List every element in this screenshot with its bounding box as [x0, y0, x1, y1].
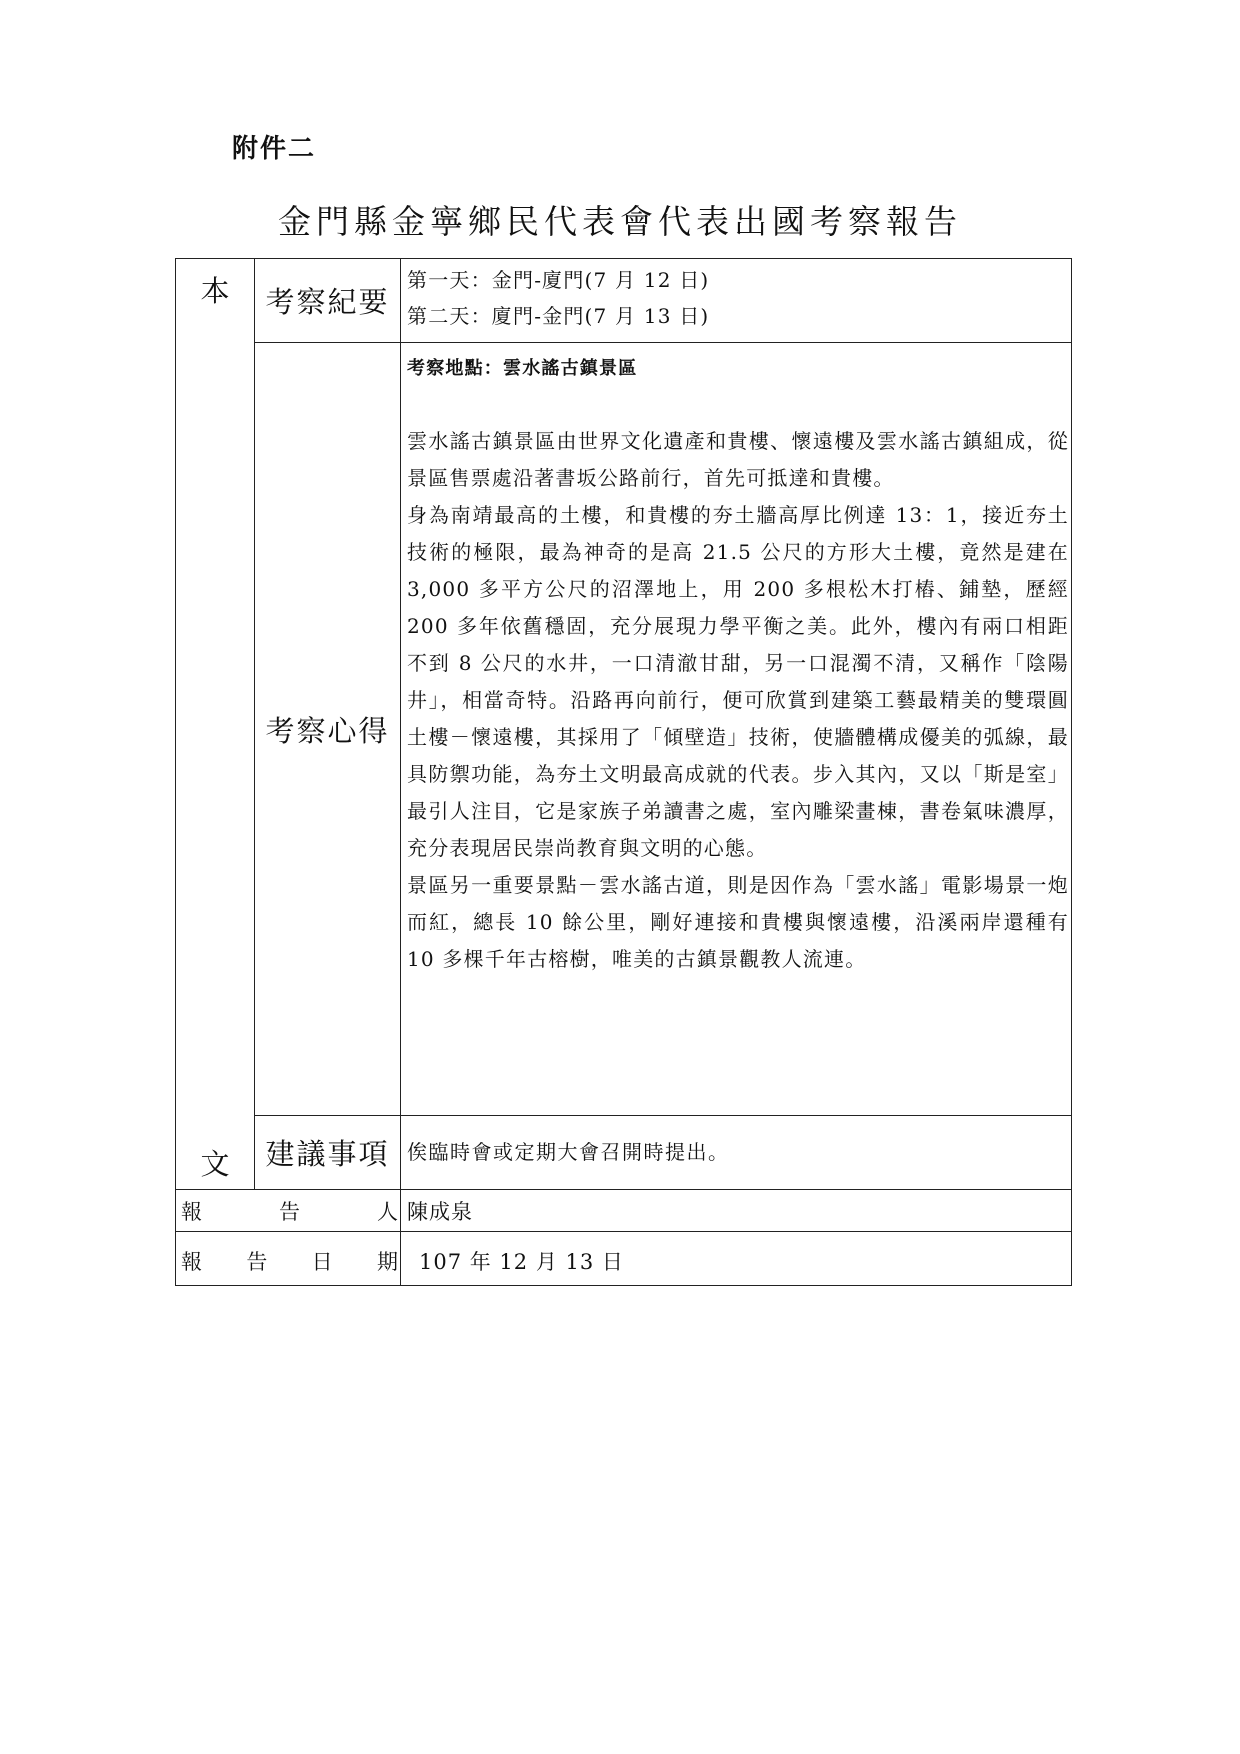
report-date-label-char: 報: [181, 1250, 202, 1274]
report-date-row: [176, 1232, 1072, 1286]
report-date-label-char: 日: [311, 1250, 333, 1274]
reporter-row: [176, 1190, 1072, 1232]
insights-row: [176, 343, 1072, 1116]
reporter-value: 陳成泉: [401, 1190, 1072, 1232]
summary-row: [176, 259, 1072, 343]
insights-paragraph-2: 身為南靖最高的土樓，和貴樓的夯土牆高厚比例達 13：1，接近夯土技術的極限，最為神奇的是高 21.5 公尺的方形大土樓，竟然是建在 3,000 多平方公尺的沼澤地上，用 200 多根松木打樁、鋪墊，歷經 200 多年依舊穩固，充分展現力學平衡之美。此外，樓內有兩口相距不到 8 公尺的水井，一口清澈甘甜，另一口混濁不清，又稱作「陰陽井」，相當奇特。沿路再向前行，便可欣賞到建築工藝最精美的雙環圓土樓－懷遠樓，其採用了「傾壁造」技術，使牆體構成優美的弧線，最具防禦功能，為夯土文明最高成就的代表。步入其內，又以「斯是室」最引人注目，它是家族子弟讀書之處，室內雕梁畫棟，書卷氣味濃厚，充分表現居民崇尚教育與文明的心態。: [407, 503, 1069, 860]
side-label-top: 本: [200, 274, 230, 308]
reporter-label: [176, 1190, 401, 1232]
summary-label: 考察紀要: [255, 259, 401, 343]
body-side-cell: [176, 259, 255, 1190]
side-label-bottom: 文: [200, 1147, 230, 1181]
insights-label: 考察心得: [255, 343, 401, 1116]
report-date-label-char: 告: [246, 1250, 268, 1274]
summary-day-1: 第一天：金門-廈門(7 月 12 日): [407, 268, 710, 292]
report-date-value: 107 年 12 月 13 日: [401, 1232, 1072, 1286]
location-heading: 考察地點：雲水謠古鎮景區: [407, 358, 638, 379]
suggestion-label: 建議事項: [255, 1116, 401, 1190]
reporter-label-char: 人: [377, 1200, 398, 1224]
report-date-label: [176, 1232, 401, 1286]
insights-paragraph-3: 景區另一重要景點－雲水謠古道，則是因作為「雲水謠」電影場景一炮而紅，總長 10 餘公里，剛好連接和貴樓與懷遠樓，沿溪兩岸還種有 10 多棵千年古榕樹，唯美的古鎮景觀教人流連。: [407, 873, 1069, 971]
suggestion-row: [176, 1116, 1072, 1190]
insights-content: [401, 343, 1072, 1116]
attachment-label: 附件二: [232, 134, 317, 164]
insights-paragraph-1: 雲水謠古鎮景區由世界文化遺產和貴樓、懷遠樓及雲水謠古鎮組成，從景區售票處沿著書坂公路前行，首先可抵達和貴樓。: [407, 429, 1069, 490]
reporter-label-char: 告: [279, 1200, 300, 1224]
document-title: 金門縣金寧鄉民代表會代表出國考察報告: [278, 202, 962, 241]
report-date-label-char: 期: [376, 1250, 398, 1274]
summary-day-2: 第二天：廈門-金門(7 月 13 日): [407, 304, 710, 328]
suggestion-content: 俟臨時會或定期大會召開時提出。: [401, 1116, 1072, 1190]
report-form-table: [175, 258, 1072, 1286]
summary-content: [401, 259, 1072, 343]
reporter-label-char: 報: [181, 1200, 202, 1224]
